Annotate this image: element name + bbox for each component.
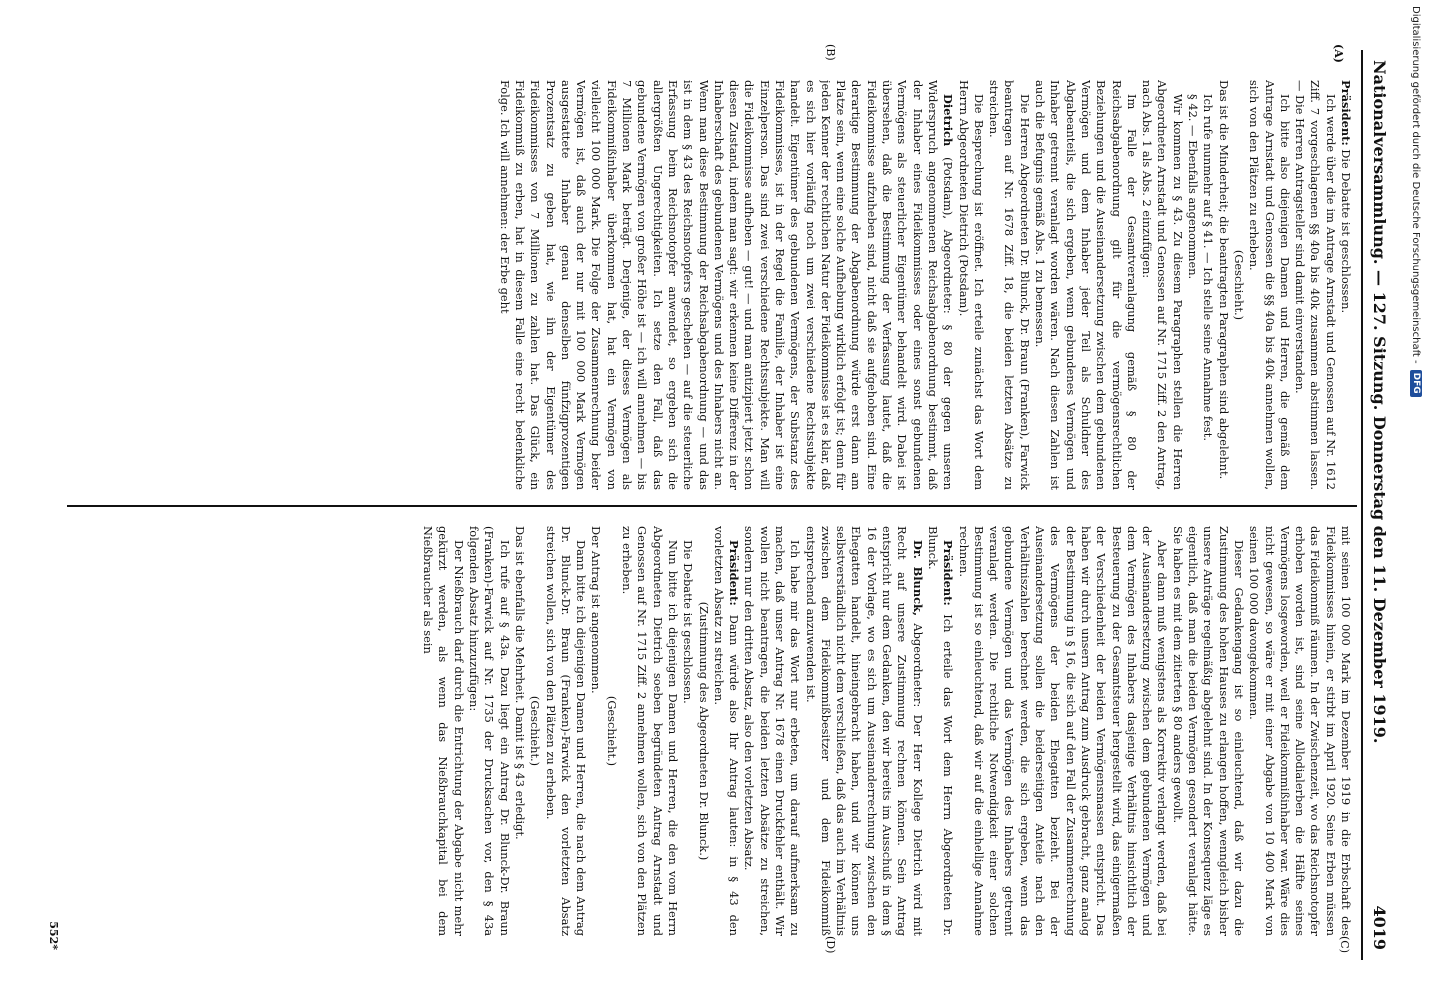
paragraph-text: Im Falle der Gesamtveranlagung gemäß § 80 der Reichsabgabenordnung gilt für die vermögensrechtlichen Beziehungen und die Auseinandersetzung zwischen dem gebundenen Vermögen und dem Inhaber jeder Teil als Schuldner des Abgabeanteils, die sich ergeben, wenn gebundenes Vermögen und Inhaber getrennt veranlagt worden wären. Nach diesen Zahlen ist auch die Befugnis gemäß Abs. 1 zu bemessen. [1033,80,1139,490]
paragraph-text: Abgeordneter: Der Herr Kollege Dietrich wird mit Recht auf unsere Zustimmung rechnen können. Sein Antrag entspricht nur dem Gedanken, den wir bereits im Ausschuß in dem § 16 der Vorlage, wo es sich um Auseinanderrechnung zwischen den Ehegatten handelt, hineingebracht haben, und wir können uns selbstverständlich nicht dem verschließen, daß das auch im Verhältnis zwischen dem Fideikommißbesitzer und dem Fideikommiß entsprechend anzuwenden ist. [803,526,925,936]
paragraph-text: Der Antrag ist angenommen. [589,526,604,694]
speaker-name: Präsident: [1339,80,1353,146]
paragraph-text: Ich rufe auf § 43a. Dazu liegt ein Antrag Dr. Blunck-Dr. Braun (Franken)-Farwick auf Nr. 1735 der Drucksachen vor, den § 43a folgenden Absatz hinzuzufügen: [467,526,512,936]
page-code: 552* [47,921,60,950]
right-column [77,526,1353,936]
column-divider [67,505,1357,507]
left-column-paragraph [1185,80,1200,490]
paragraph-text: Ich rufe nunmehr auf § 41. — Ich stelle seine Annahme fest. [1201,94,1216,441]
left-column-paragraph [1292,80,1338,490]
paragraph-text: Wir kommen zu § 43. Zu diesem Paragraphen stellen die Herren Abgeordneten Arnstadt und Genossen auf Nr. 1715 Ziff. 2 den Antrag, nach Abs. 1 als Abs. 2 einzufügen: [1140,80,1185,490]
paragraph-text: Aber dann muß wenigstens als Korrektiv verlangt werden, daß bei der Auseinandersetzung zwischen dem gebundenen Vermögen und dem Vermögen des Inhabers dasjenige Verhältnis hinsichtlich der Besteuerung zu der Gesamtsteuer hergestellt wird, das einigermaßen der Verschiedenheit der beiden Vermögensmassen entspricht. Das haben wir durch unsern Antrag zum Ausdruck gebracht, ganz analog der Bestimmung in § 16, die sich auf den Fall der Zusammenrechnung des Vermögens der beiden Ehegatten bezieht. Bei der Auseinandersetzung sollen die beiderseitigen Anteile nach den Verhältniszahlen berechnet werden, die sich ergeben, wenn das gebundene Vermögen und das Vermögen des Inhabers getrennt veranlagt werden. Die rechtliche Notwendigkeit einer solchen Bestimmung ist so einleuchtend, daß wir auf die einhellige Annahme rechnen. [956,526,1170,936]
right-column-paragraph [588,526,603,936]
dfg-logo: DFG [1410,370,1422,397]
right-column-paragraph [1246,526,1353,936]
paragraph-text: (Geschieht.) [528,695,543,767]
page-number: 4019 [1370,905,1389,950]
left-column [77,80,1353,490]
left-column-paragraph [1246,80,1292,490]
left-column-paragraph [1139,80,1185,490]
paragraph-text: Nun bitte ich diejenigen Damen und Herren, die den vom Herrn Abgeordneten Dietrich soeben begründeten Antrag Arnstadt und Genossen auf Nr. 1715 Ziff. 2 annehmen wollen, sich von den Plätzen zu erheben. [620,526,680,936]
left-column-paragraph [1200,80,1215,490]
right-column-paragraph [603,526,618,936]
paragraph-text: Dann würde also Ihr Antrag lauten: in § 43 den vorletzten Absatz zu streichen. [711,526,742,936]
scanned-page [37,30,1397,980]
credit-text: Digitalisierung gefördert durch die Deutsche Forschungsgemeinschaft - [1410,6,1422,364]
paragraph-text: Das ist ebenfalls die Mehrheit. Damit ist § 43 erledigt. [512,526,527,840]
paragraph-text: Der Nießbrauch darf durch die Entrichtung der Abgabe nicht mehr gekürzt werden, als wenn das Nießbrauchkapital bei dem Nießbraucher als sein [421,526,466,936]
left-column-paragraph [986,80,1032,490]
right-column-paragraph [1169,526,1245,936]
speaker-name: Dr. Blunck, [910,540,925,616]
margin-marker-b: (B) [824,44,837,61]
paragraph-text: Die Debatte ist geschlossen. [1339,149,1353,314]
left-column-paragraph [1215,80,1230,490]
right-column-paragraph [512,526,527,936]
right-column-paragraph [542,526,588,936]
paragraph-text: Die Herren Abgeordneten Dr. Blunck, Dr. Braun (Franken), Farwick beantragen auf Nr. 1678 Ziff. 18, die beiden letzten Absätze zu streichen. [987,80,1032,490]
speaker-name: Präsident: [941,540,956,606]
margin-marker-d: (D) [824,936,837,954]
left-column-paragraph [1032,80,1139,490]
right-column-paragraph [527,526,542,936]
paragraph-text: Ich erteile das Wort dem Herrn Abgeordneten Dr. Blunck. [925,526,956,936]
right-column-paragraph [802,526,924,936]
right-column-paragraph [741,526,802,936]
paragraph-text: Dann bitte ich diejenigen Damen und Herren, die nach dem Antrag Dr. Blunck-Dr. Braun (Franken)-Farwick den vorletzten Absatz streichen wollen, sich von den Plätzen zu erheben. [543,526,589,936]
left-column-paragraph [496,80,955,490]
left-column-paragraph [955,80,986,490]
paragraph-text: (Potsdam), Abgeordneter: § 80 der gegen unseren Widerspruch angenommenen Reichsabgabenordnung bestimmt, daß der Inhaber eines Fideikommisses oder eines sonst gebundenen Vermögens als steuerlicher Eigentümer behandelt wird. Dabei ist übersehen, daß die Bestimmung der Verfassung lautet, daß die Fideikommisse aufzuheben sind, nicht daß sie aufgehoben sind. Eine derartige Bestimmung der Abgabenordnung würde erst dann am Platze sein, wenn eine solche Aufhebung wirklich erfolgt ist; denn für jeden Kenner der rechtlichen Natur der Fideikommisse ist es klar, daß es sich hier vorläufig noch um zwei verschiedene Rechtssubjekte handelt. Eigentümer des gebundenen Vermögens, der Substanz des Fideikommisses, ist in der Regel die Familie, der Inhaber ist eine Einzelperson. Das sind zwei verschiedene Rechtssubjekte. Man will die Fideikommisse aufheben — gut! — und man antizipiert jetzt schon diesen Zustand, indem man sagt: wir erkennen keine Differenz in der Inhaberschaft des gebundenen Vermögens und des Inhabers nicht an. Wenn man diese Bestimmung der Reichsabgabenordnung — und das ist in dem § 43 des Reichsnotopfers geschehen — auf die steuerliche Erfassung beim Reichsnotopfer anwendet, so ergeben sich die allergrößten Ungerechtigkeiten. Ich setze den Fall, daß das gebundene Vermögen von großer Höhe ist — ich will annehmen — bis 7 Millionen Mark beträgt. Derjenige, der dieses Vermögen als Fideikommißinhaber überkommen hat, hat ein Vermögen von vielleicht 100 000 Mark. Die Folge der Zusammenrechnung beider Vermögen ist, daß auch der nur mit 100 000 Mark Vermögen ausgestattete Inhaber genau denselben fünfzigprozentigen Prozentsatz zu geben hat, wie ihn der Eigentümer des Fideikommisses von 7 Millionen zu zahlen hat. Das Glück, ein Fideikommiß zu erben, hat in diesem Falle eine recht bedenkliche Folge. Ich will annehmen: der Erbe geht [497,80,956,490]
margin-marker-a: (A) [1332,44,1345,63]
paragraph-text: Dieser Gedankengang ist so einleuchtend, daß wir dazu die Zustimmung des hohen Hauses zu erlangen hoffen, wenngleich bisher unsere Anträge regelmäßig abgelehnt sind. In der Konsequenz läge es eigentlich, daß man die beiden Vermögen gesondert veranlagt hätte. Sie haben es mit dem zitierten § 80 anders gewollt. [1170,526,1246,936]
left-column-paragraph [1231,80,1246,490]
paragraph-text: Die Besprechung ist eröffnet. Ich erteile zunächst das Wort dem Herrn Abgeordneten Dietrich (Potsdam). [956,80,986,490]
paragraph-text: Ich habe mir das Wort nur erbeten, um darauf aufmerksam zu machen, daß unser Antrag Nr. 1678 einen Druckfehler enthält. Wir wollen nicht beantragen, die beiden letzten Absätze zu streichen, sondern nur den dritten Absatz, also den vorletzten Absatz. [742,526,803,936]
right-column-paragraph [711,526,742,936]
running-title: Nationalversammlung. — 127. Sitzung. Donnerstag den 11. Dezember 1919. [1370,60,1389,744]
paragraph-text: (Geschieht.) [604,695,619,767]
paragraph-text: Das ist die Minderheit; die beantragten Paragraphen sind abgelehnt. [1216,80,1231,480]
paragraph-text: Die Debatte ist geschlossen. [681,540,696,704]
paragraph-text: mit seinen 100 000 Mark im Dezember 1919 in die Erbschaft des Fideikommisses hinein, er stirbt im April 1920. Seine Erben müssen das Fideikommiß räumen. In der Zwischenzeit, wo das Reichsnotopfer erhoben worden ist, sind seine Allodialerben die Hälfte seines Vermögens losgeworden, weil er Fideikommißinhaber war. Wäre dies nicht gewesen, so wäre er mit einer Abgabe von 10 400 Mark von seinen 100 000 davongekommen. [1247,526,1353,936]
right-column-paragraph [925,526,956,936]
paragraph-text: Ich bitte also diejenigen Damen und Herren, die gemäß dem Antrage Arnstadt und Genossen die §§ 40a bis 40k annehmen wollen, sich von den Plätzen zu erheben. [1247,80,1292,490]
paragraph-text: § 42. — Ebenfalls angenommen. [1186,94,1201,280]
right-column-paragraph [955,526,1169,936]
right-column-paragraph [466,526,512,936]
right-column-paragraph [619,526,680,936]
paragraph-text: Ich werde über die im Antrage Arnstadt und Genossen auf Nr. 1612 Ziff. 7 vorgeschlagenen §§ 40a bis 40k zusammen abstimmen lassen. — Die Herren Antragsteller sind damit einverstanden. [1293,80,1338,490]
speaker-name: Dietrich [941,94,956,147]
left-column-paragraph [1338,80,1353,490]
paragraph-text: (Zustimmung des Abgeordneten Dr. Blunck.) [696,601,711,861]
right-column-paragraph [695,526,710,936]
digitization-credit [1408,6,1424,666]
right-column-paragraph [420,526,466,936]
speaker-name: Präsident: [727,540,742,606]
right-column-paragraph [680,526,695,936]
paragraph-text: (Geschieht.) [1231,249,1246,321]
page-header [1361,50,1393,960]
margin-marker-c: (C) [1338,936,1351,953]
